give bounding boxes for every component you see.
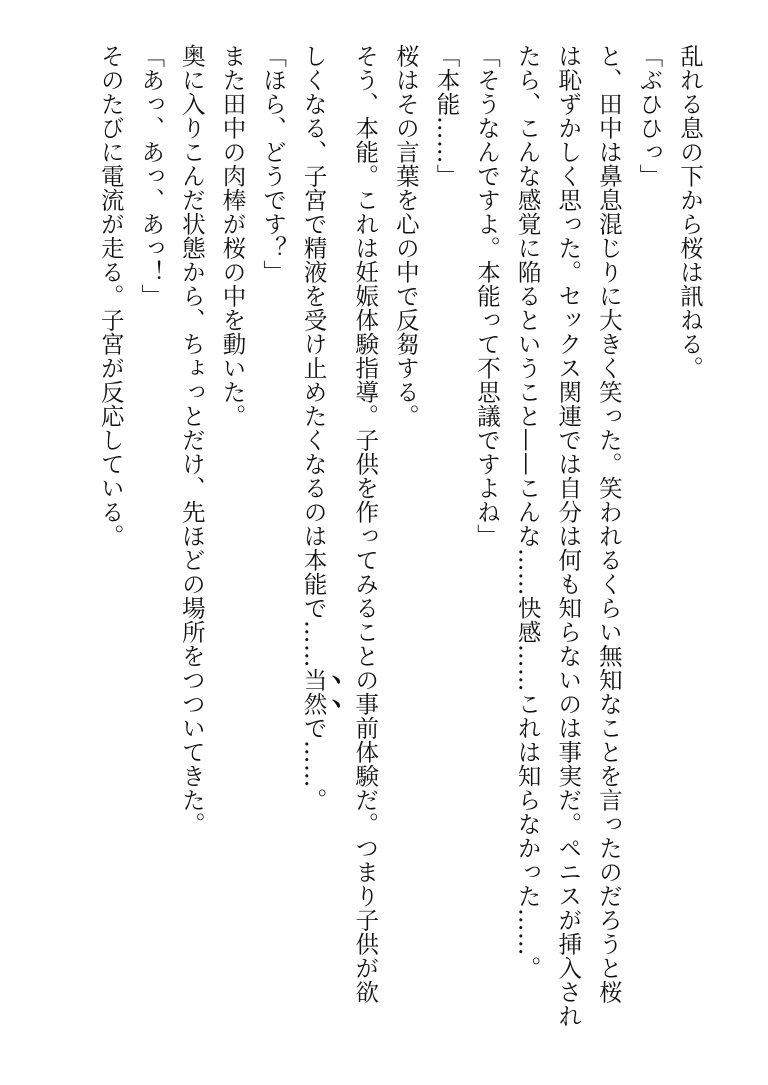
text-line-10-before: しくなる、子宮で精液を受け止めたくなるのは本能で…… [299, 44, 328, 668]
text-line-15: そのたびに電流が走る。子宮が反応している。 [96, 44, 125, 548]
text-line-13: 奥に入りこんだ状態から、ちょっとだけ、先ほどの場所をつついてきた。 [177, 44, 206, 836]
text-line-12: また田中の肉棒が桜の中を動いた。 [218, 44, 247, 428]
text-line-9: そう、本能。これは妊娠体験指導。子供を作ってみることの事前体験だ。つまり子供が欲 [351, 44, 380, 1004]
text-line-8: 桜はその言葉を心の中で反芻する。 [391, 44, 420, 428]
text-line-3: と、田中は鼻息混じりに大きく笑った。笑われるくらい無知なことを言ったのだろうと桜 [594, 44, 623, 1004]
text-line-4: は恥ずかしく思った。セックス関連では自分は何も知らないのは事実だ。ペニスが挿入され [554, 44, 583, 1028]
emphasized-word: 当然 [299, 668, 328, 716]
vertical-text-body [90, 44, 710, 1054]
text-line-14: 「あっ、あっ、あっ！」 [137, 44, 166, 308]
text-line-11: 「ほら、どうです？」 [259, 44, 288, 284]
text-line-6: 「そうなんですよ。本能って不思議ですよね」 [473, 44, 502, 548]
text-line-7: 「本能……」 [432, 44, 461, 188]
text-line-2: 「ぶひひっ」 [635, 44, 664, 188]
text-line-1: 乱れる息の下から桜は訊ねる。 [676, 44, 704, 380]
text-line-5: たら、こんな感覚に陥るということ——こんな……快感……これは知らなかった……。 [513, 44, 542, 980]
text-line-10 [293, 44, 345, 1054]
text-line-10-after: で……。 [299, 716, 328, 812]
